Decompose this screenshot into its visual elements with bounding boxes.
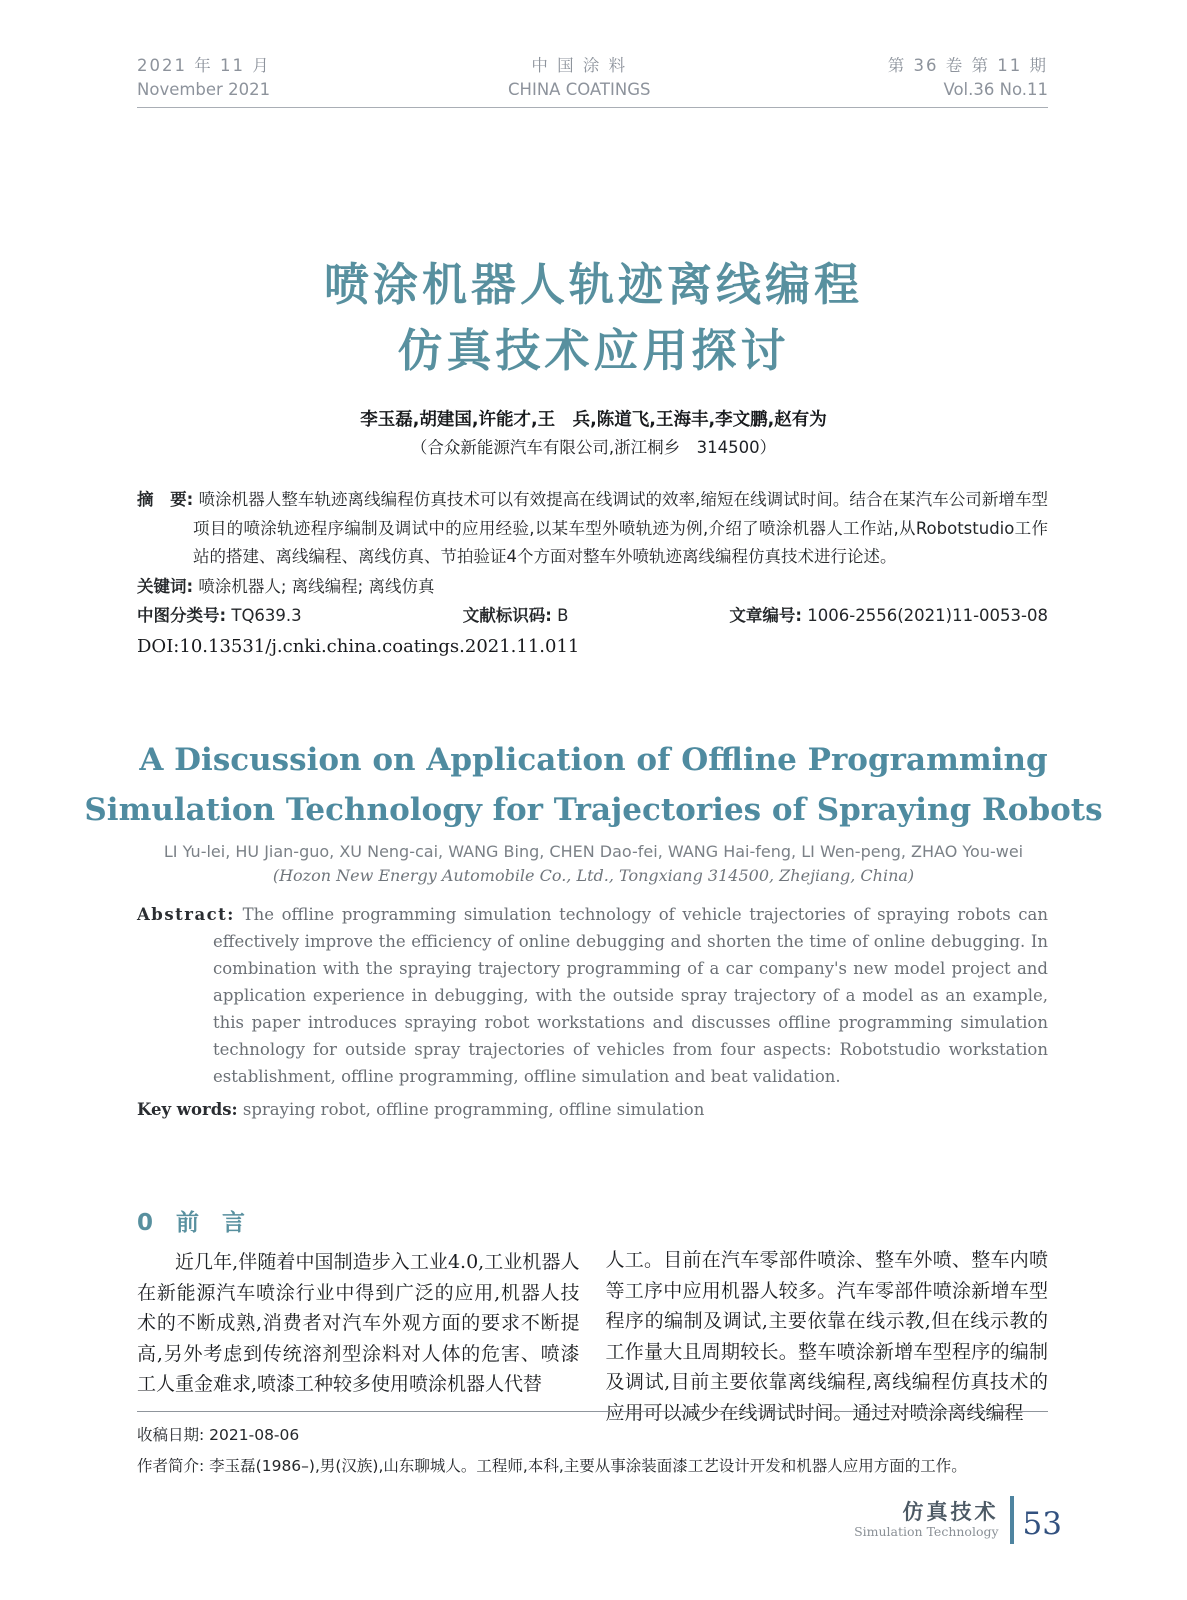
footnote-block bbox=[137, 1420, 1048, 1482]
keywords-en bbox=[137, 1096, 1048, 1123]
keywords-zh-label: 关键词: bbox=[137, 576, 194, 596]
journal-name-zh: 中 国 涂 料 bbox=[531, 56, 628, 75]
classification-row bbox=[137, 602, 1048, 631]
doi: DOI:10.13531/j.cnki.china.coatings.2021.11.011 bbox=[137, 635, 580, 657]
footer-divider-bar bbox=[1010, 1496, 1014, 1544]
author-bio-label: 作者简介: bbox=[137, 1457, 205, 1475]
keywords-en-text: spraying robot, offline programming, offline simulation bbox=[242, 1100, 705, 1119]
received-date-label: 收稿日期: bbox=[137, 1426, 205, 1444]
header-issue-date bbox=[137, 54, 271, 102]
header-date-en: November 2021 bbox=[137, 80, 271, 99]
column-name-zh: 仿真技术 bbox=[902, 1500, 999, 1524]
column-name-en: Simulation Technology bbox=[854, 1524, 999, 1539]
article-title-en-line1: A Discussion on Application of Offline Programming bbox=[139, 742, 1048, 778]
header-date-zh: 2021 年 11 月 bbox=[137, 56, 271, 75]
document-code-label: 文献标识码: bbox=[462, 606, 552, 625]
article-id-label: 文章编号: bbox=[729, 606, 803, 625]
abstract-en-label: Abstract: bbox=[137, 905, 235, 924]
article-title-en-line2: Simulation Technology for Trajectories of Spraying Robots bbox=[84, 792, 1103, 828]
clc-label: 中图分类号: bbox=[137, 606, 227, 625]
article-title-en bbox=[0, 735, 1187, 835]
abstract-en bbox=[137, 901, 1048, 1090]
footnote-divider bbox=[137, 1411, 1048, 1412]
affiliation-en: (Hozon New Energy Automobile Co., Ltd., Tongxiang 314500, Zhejiang, China) bbox=[272, 866, 915, 885]
abstract-zh-text: 喷涂机器人整车轨迹离线编程仿真技术可以有效提高在线调试的效率,缩短在线调试时间。结合在某汽车公司新增车型项目的喷涂轨迹程序编制及调试中的应用经验,以某车型外喷轨迹为例,介绍了喷涂机器人工作站,从Robotstudio工作站的搭建、离线编程、离线仿真、节拍验证4个方面对整车外喷轨迹离线编程仿真技术进行论述。 bbox=[193, 490, 1049, 566]
abstract-zh bbox=[137, 486, 1048, 572]
volume-issue-zh: 第 36 卷 第 11 期 bbox=[887, 56, 1048, 75]
author-bio-text: 李玉磊(1986–),男(汉族),山东聊城人。工程师,本科,主要从事涂装面漆工艺设计开发和机器人应用方面的工作。 bbox=[209, 1457, 967, 1475]
author-bio-line bbox=[137, 1451, 1048, 1482]
authors-zh: 李玉磊,胡建国,许能才,王 兵,陈道飞,王海丰,李文鹏,赵有为 bbox=[360, 410, 827, 430]
body-paragraph-left: 近几年,伴随着中国制造步入工业4.0,工业机器人在新能源汽车喷涂行业中得到广泛的应用,机器人技术的不断成熟,消费者对汽车外观方面的要求不断提高,另外考虑到传统溶剂型涂料对人体的危害、喷漆工人重金难求,喷漆工种较多使用喷涂机器人代替 bbox=[137, 1251, 580, 1395]
section-0-heading: 0 前 言 bbox=[137, 1210, 246, 1236]
article-title-zh-line2: 仿真技术应用探讨 bbox=[397, 324, 790, 377]
header-journal-name bbox=[508, 54, 650, 102]
keywords-zh-text: 喷涂机器人; 离线编程; 离线仿真 bbox=[198, 576, 435, 596]
received-date-line bbox=[137, 1420, 1048, 1451]
article-title-zh bbox=[0, 252, 1187, 384]
journal-header bbox=[137, 54, 1048, 108]
body-paragraph-right: 人工。目前在汽车零部件喷涂、整车外喷、整车内喷等工序中应用机器人较多。汽车零部件喷涂新增车型程序的编制及调试,主要依靠在线示教,但在线示教的工作量大且周期较长。整车喷涂新增车型程序的编制及调试,目前主要依靠离线编程,离线编程仿真技术的应用可以减少在线调试时间。通过对喷涂离线编程 bbox=[605, 1249, 1048, 1424]
abstract-en-text: The offline programming simulation technology of vehicle trajectories of spraying robots can effectively improve the efficiency of online debugging and shorten the time of online debugging. In combination with the spraying trajectory programming of a car company's new model project and application experience in debugging, with the outside spray trajectory of a model as an example, this paper introduces spraying robot workstations and discusses offline programming simulation technology for outside spray trajectories of vehicles from four aspects: Robotstudio workstation establishment, offline programming, offline simulation and beat validation. bbox=[213, 905, 1049, 1086]
keywords-zh bbox=[137, 573, 1048, 602]
english-abstract-block bbox=[137, 901, 1048, 1123]
document-code-value: B bbox=[557, 606, 569, 625]
authors-en: LI Yu-lei, HU Jian-guo, XU Neng-cai, WANG Bing, CHEN Dao-fei, WANG Hai-feng, LI Wen-peng, ZHAO You-wei bbox=[163, 842, 1024, 861]
article-id bbox=[729, 602, 1048, 631]
page-footer bbox=[137, 1496, 1062, 1544]
received-date-value: 2021-08-06 bbox=[209, 1426, 300, 1444]
body-columns bbox=[137, 1207, 1048, 1428]
document-code bbox=[463, 602, 569, 631]
journal-name-en: CHINA COATINGS bbox=[508, 80, 651, 99]
abstract-zh-label: 摘 要: bbox=[137, 490, 194, 509]
keywords-en-label: Key words: bbox=[137, 1100, 238, 1119]
column-name bbox=[854, 1500, 998, 1540]
body-column-right bbox=[606, 1207, 1049, 1428]
article-id-value: 1006-2556(2021)11-0053-08 bbox=[807, 606, 1048, 625]
clc-number bbox=[137, 602, 302, 631]
article-title-zh-line1: 喷涂机器人轨迹离线编程 bbox=[323, 258, 863, 311]
clc-value: TQ639.3 bbox=[231, 606, 302, 625]
body-column-left bbox=[137, 1207, 580, 1428]
header-volume-issue bbox=[888, 54, 1048, 102]
volume-issue-en: Vol.36 No.11 bbox=[943, 80, 1048, 99]
chinese-meta-block bbox=[137, 486, 1048, 661]
affiliation-zh: （合众新能源汽车有限公司,浙江桐乡 314500） bbox=[410, 438, 777, 457]
page-number: 53 bbox=[1022, 1506, 1062, 1542]
